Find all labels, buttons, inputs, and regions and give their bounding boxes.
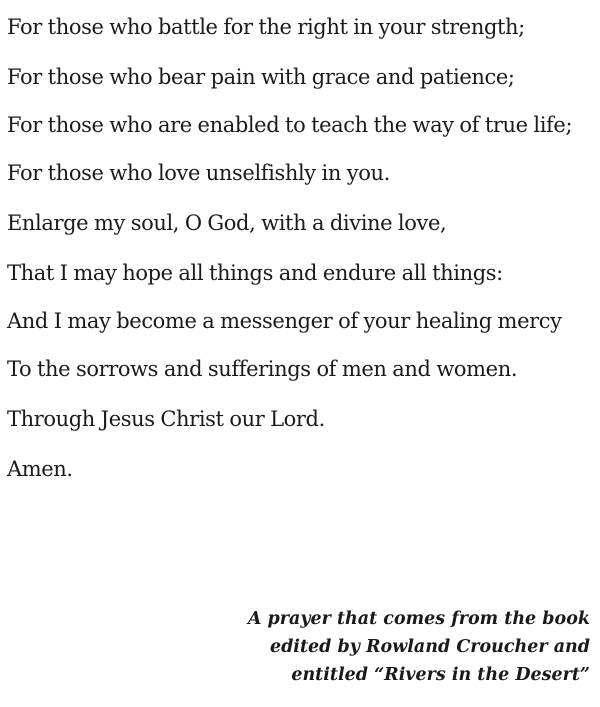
prayer-line: That I may hope all things and endure all things: — [7, 261, 503, 285]
attribution-line: A prayer that comes from the book — [247, 609, 590, 629]
prayer-line: For those who are enabled to teach the way of true life; — [7, 113, 573, 137]
prayer-line: To the sorrows and sufferings of men and women. — [7, 357, 518, 381]
prayer-line: And I may become a messenger of your healing mercy — [7, 309, 562, 333]
prayer-line: For those who love unselfishly in you. — [7, 161, 390, 185]
prayer-line: Enlarge my soul, O God, with a divine love, — [7, 211, 447, 235]
attribution-line: edited by Rowland Croucher and — [269, 637, 590, 657]
source-attribution — [248, 605, 590, 689]
prayer-line: Amen. — [7, 457, 73, 481]
prayer-text — [7, 12, 590, 504]
prayer-line: For those who battle for the right in your strength; — [7, 15, 525, 39]
prayer-line: Through Jesus Christ our Lord. — [7, 407, 325, 431]
prayer-line: For those who bear pain with grace and patience; — [7, 65, 515, 89]
attribution-line: entitled “Rivers in the Desert” — [291, 665, 590, 685]
